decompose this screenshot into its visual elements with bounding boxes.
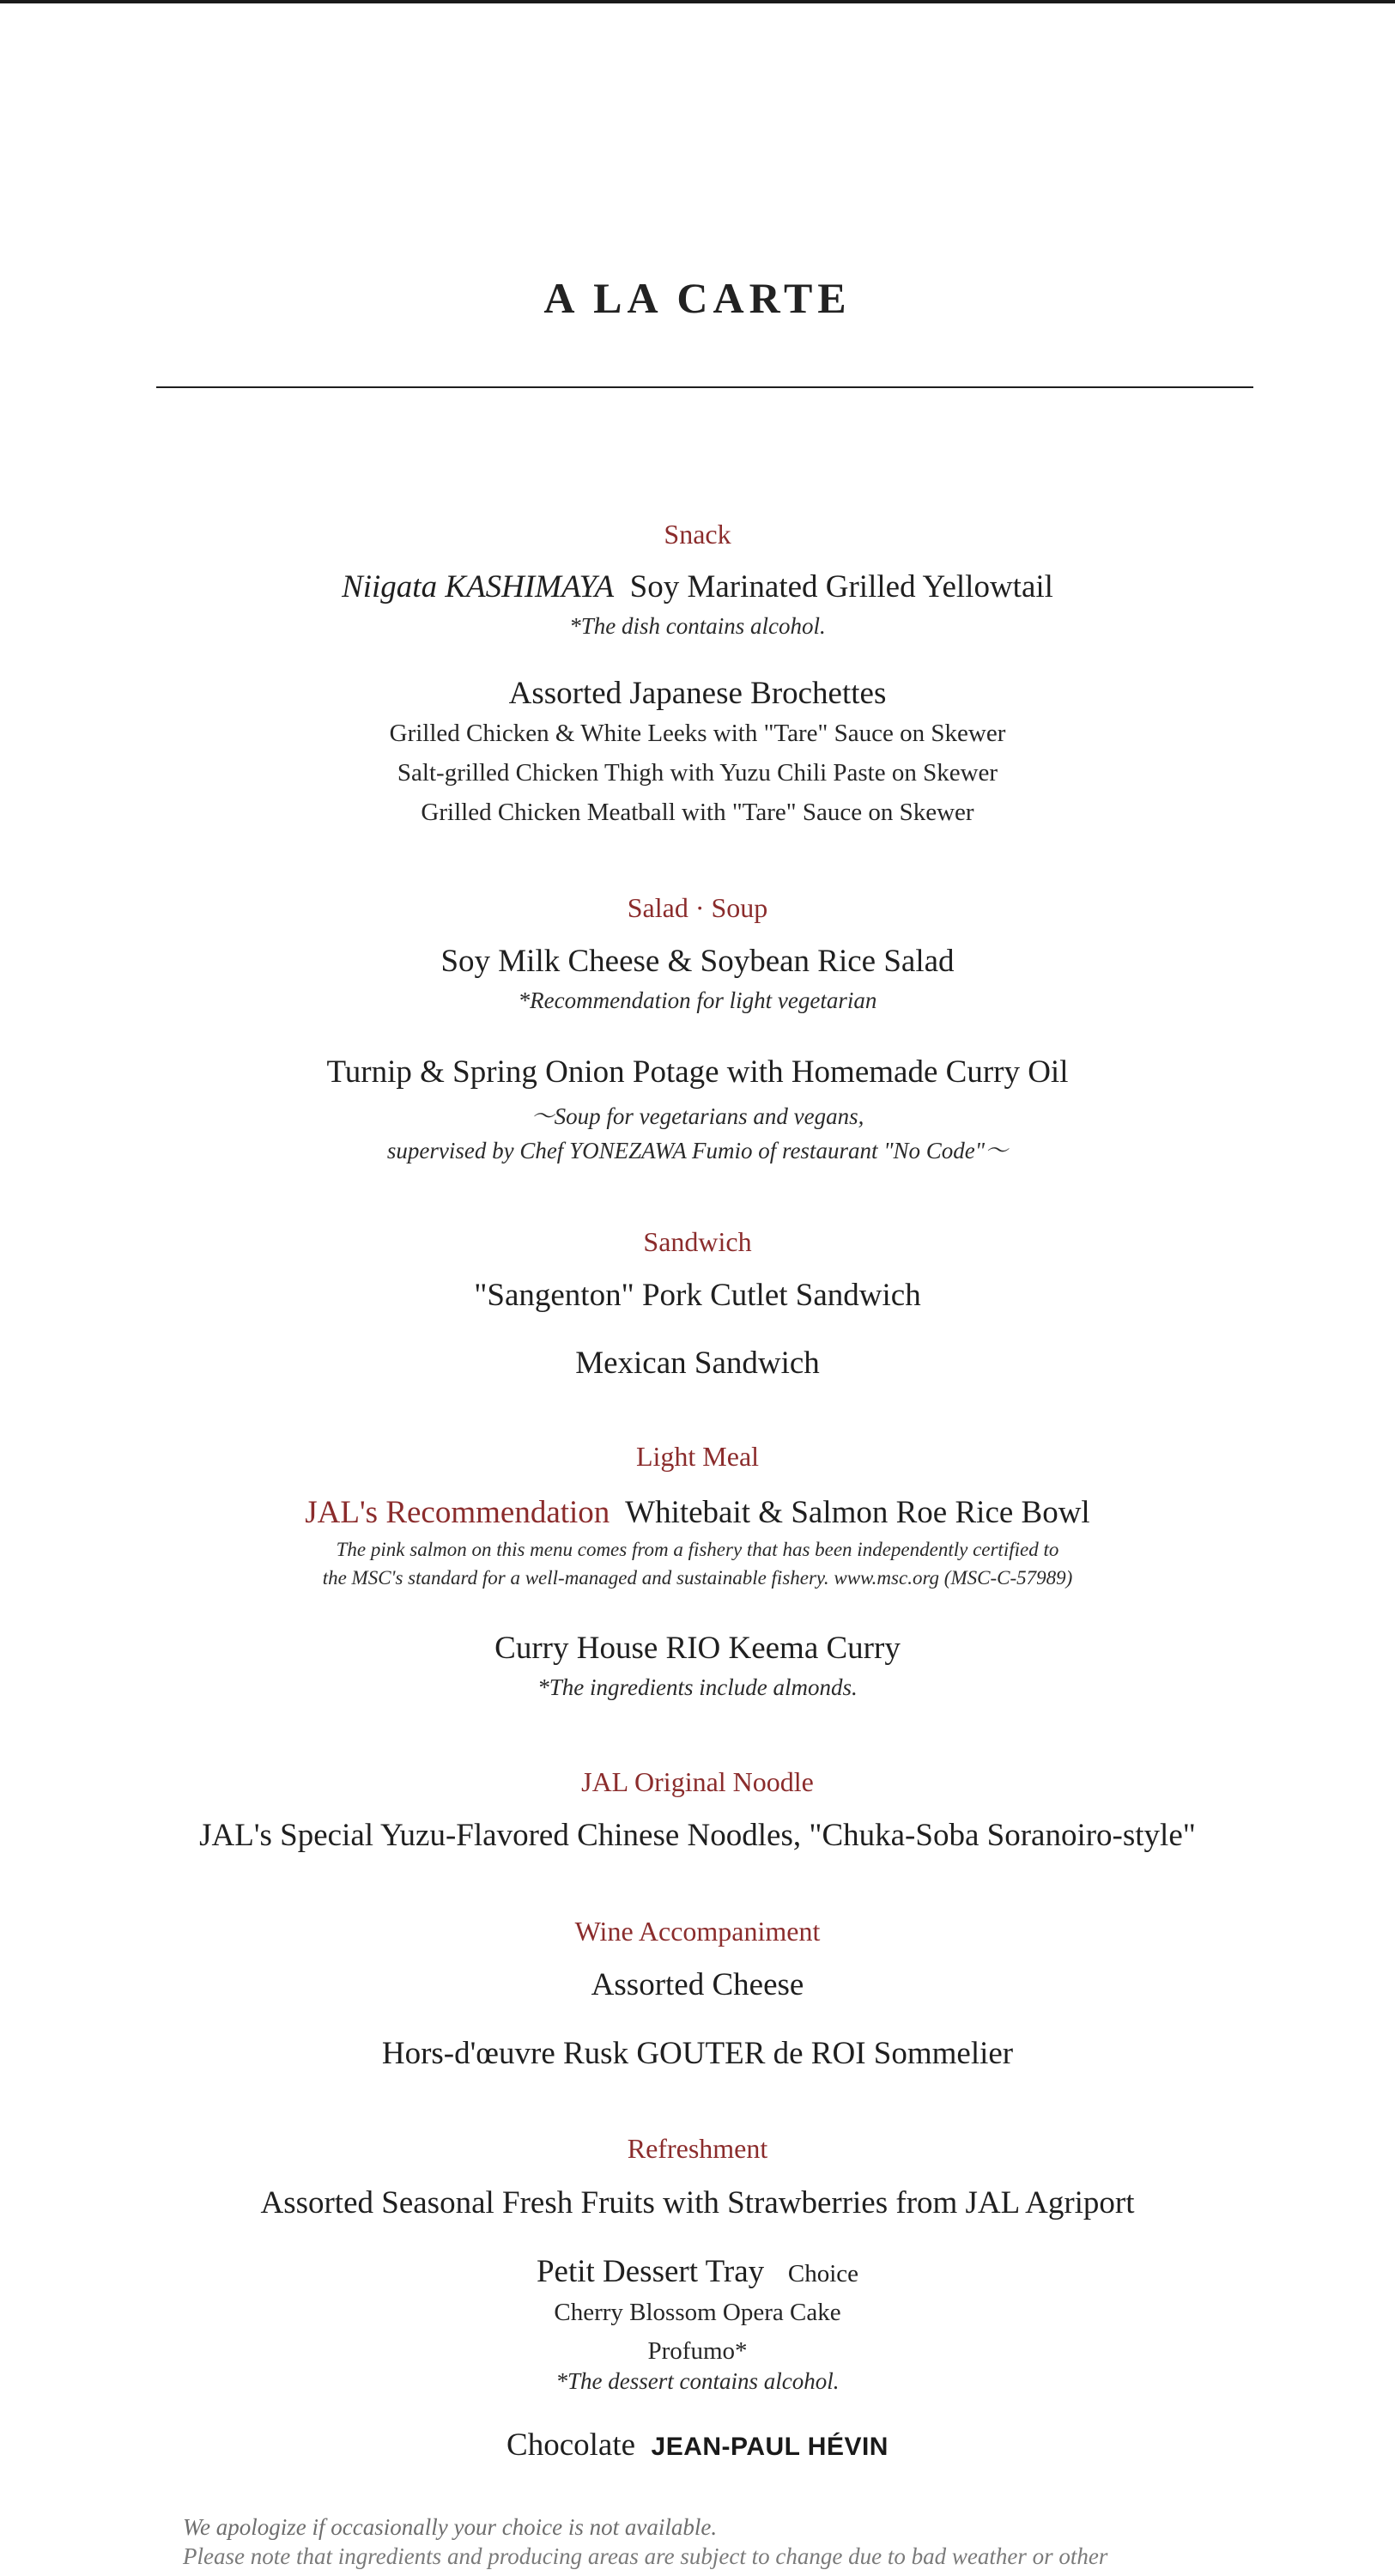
footer-apology: We apologize if occasionally your choice is not available. [183,2514,718,2540]
brochette-line: Salt-grilled Chicken Thigh with Yuzu Chili Paste on Skewer [397,759,998,787]
item-note: supervised by Chef YONEZAWA Fumio of restaurant "No Code"～ [386,1138,1009,1163]
item-name: Whitebait & Salmon Roe Rice Bowl [625,1495,1090,1530]
section-heading-light-meal: Light Meal [635,1441,760,1472]
menu-item-keema-curry: Curry House RIO Keema Curry [494,1631,901,1666]
menu-item-cheese: Assorted Cheese [591,1967,804,2002]
brochette-line: Grilled Chicken Meatball with "Tare" Sauce on Skewer [421,799,974,826]
section-heading-sandwich: Sandwich [643,1226,752,1257]
chocolatier-logo: JEAN-PAUL HÉVIN [651,2433,889,2461]
menu-item-mexican-sandwich: Mexican Sandwich [575,1346,820,1381]
section-heading-refreshment: Refreshment [627,2133,768,2164]
choice-label: Choice [787,2260,859,2287]
section-heading-noodle: JAL Original Noodle [581,1766,814,1797]
dessert-option: Profumo* [647,2337,748,2365]
menu-item-rice-bowl [0,1494,1395,1531]
footer-notice: Please note that ingredients and producing areas are subject to change due to bad weather or other [183,2543,1108,2569]
menu-item-brochettes: Assorted Japanese Brochettes [508,676,887,711]
item-note: *The ingredients include almonds. [537,1674,858,1700]
dessert-option: Cherry Blossom Opera Cake [554,2299,841,2326]
section-heading-wine: Wine Accompaniment [574,1916,821,1947]
item-note: *Recommendation for light vegetarian [518,987,877,1013]
item-name: Petit Dessert Tray [536,2254,765,2289]
msc-note: The pink salmon on this menu comes from a fishery that has been independently certified to [336,1539,1059,1560]
menu-item-yellowtail [0,568,1395,605]
item-brand: Niigata KASHIMAYA [342,569,615,605]
item-name: Soy Marinated Grilled Yellowtail [629,569,1053,605]
msc-note: the MSC's standard for a well-managed and sustainable fishery. www.msc.org (MSC-C-57989) [322,1567,1073,1589]
item-name: Chocolate [506,2427,636,2463]
section-heading-snack: Snack [664,519,731,550]
item-note: ～Soup for vegetarians and vegans, [531,1103,864,1129]
item-note: *The dish contains alcohol. [569,613,826,639]
menu-item-chocolate [0,2427,1395,2464]
menu-item-fruits: Assorted Seasonal Fresh Fruits with Strawberries from JAL Agriport [260,2185,1135,2221]
menu-item-dessert-tray [0,2253,1395,2290]
page-top-edge [0,0,1395,3]
title-divider [156,386,1253,388]
section-heading-salad-soup: Salad · Soup [627,892,768,923]
menu-item-pork-cutlet-sandwich: "Sangenton" Pork Cutlet Sandwich [474,1278,921,1313]
menu-title: A LA CARTE [543,274,852,322]
menu-item-rice-salad: Soy Milk Cheese & Soybean Rice Salad [440,944,955,979]
brochette-line: Grilled Chicken & White Leeks with "Tare" Sauce on Skewer [389,720,1006,747]
menu-item-potage: Turnip & Spring Onion Potage with Homemade Curry Oil [326,1054,1069,1090]
item-note: *The dessert contains alcohol. [555,2368,840,2394]
recommendation-tag: JAL's Recommendation [305,1495,610,1530]
menu-item-rusk: Hors-d'œuvre Rusk GOUTER de ROI Sommelier [381,2036,1014,2071]
menu-item-noodles: JAL's Special Yuzu-Flavored Chinese Noodles, "Chuka-Soba Soranoiro-style" [199,1818,1196,1853]
